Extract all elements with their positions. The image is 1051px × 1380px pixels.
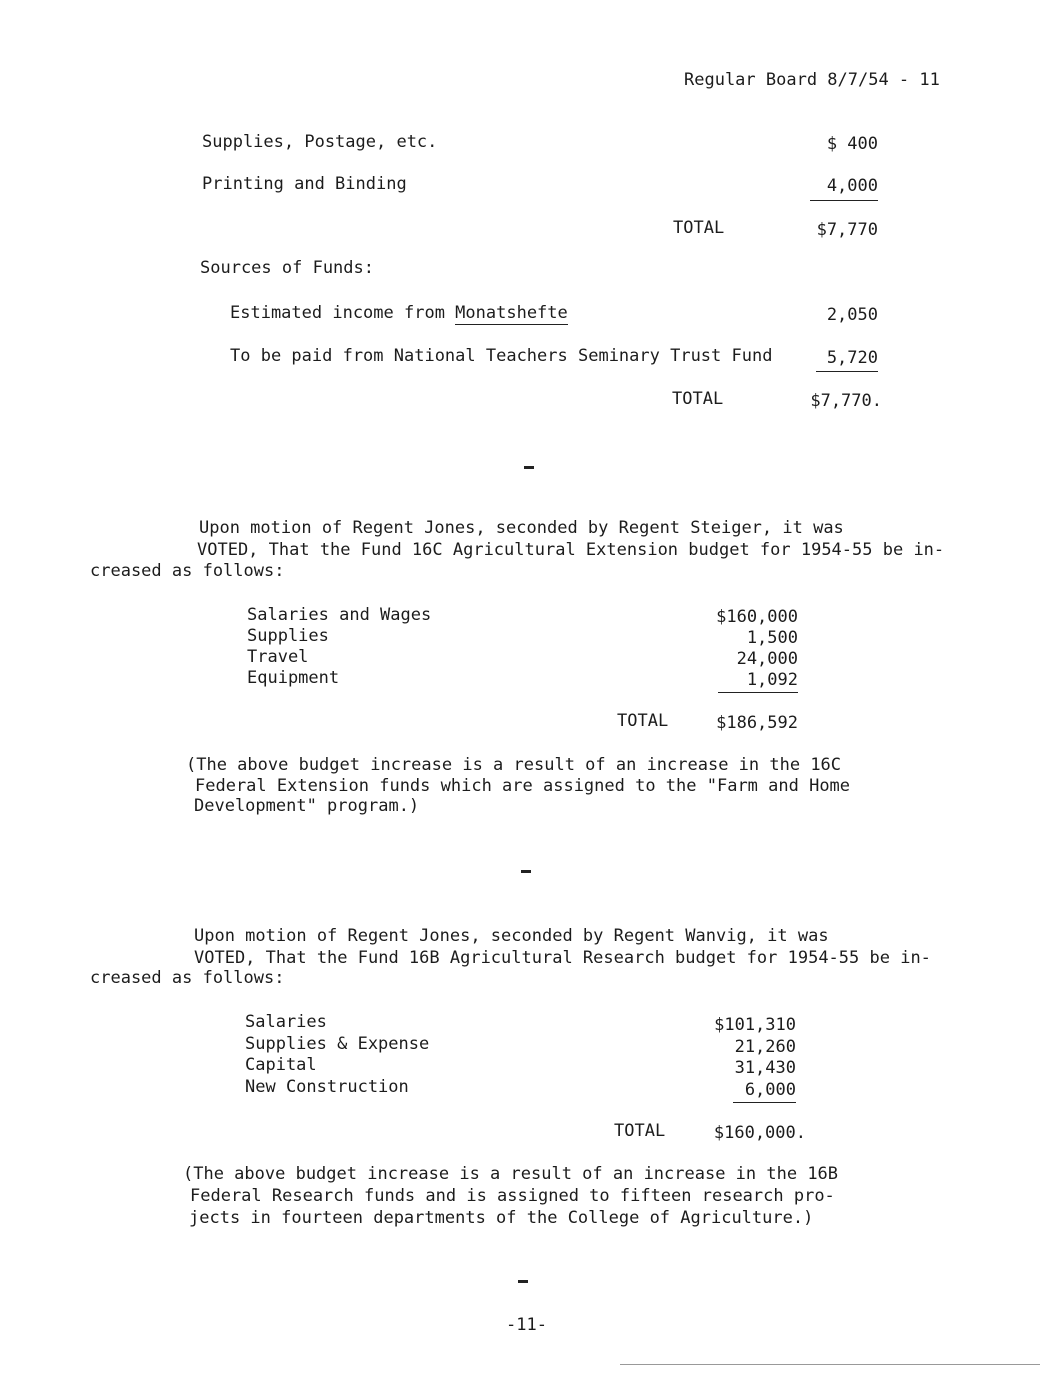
income-source: Monatshefte bbox=[455, 303, 568, 323]
note-line: Development" program.) bbox=[194, 796, 420, 816]
section-divider bbox=[524, 466, 534, 469]
total-amount: $186,592 bbox=[716, 713, 798, 733]
total-label: TOTAL bbox=[614, 1121, 666, 1141]
line-item-amount: 24,000 bbox=[736, 649, 798, 669]
total-amount: $7,770 bbox=[816, 220, 878, 240]
subtotal-rule bbox=[816, 371, 878, 372]
income-line bbox=[230, 303, 568, 323]
total-label: TOTAL bbox=[672, 389, 724, 409]
line-item-label: Salaries bbox=[245, 1012, 327, 1032]
income-amount: 2,050 bbox=[826, 305, 878, 325]
scan-edge-line bbox=[620, 1364, 1040, 1365]
motion-line: creased as follows: bbox=[90, 561, 285, 581]
trust-label: To be paid from National Teachers Seminary Trust Fund bbox=[230, 346, 773, 366]
line-item-amount: 21,260 bbox=[734, 1037, 796, 1057]
budget-item-label: Supplies, Postage, etc. bbox=[202, 132, 438, 152]
line-item-amount: 31,430 bbox=[734, 1058, 796, 1078]
line-item-label: Equipment bbox=[247, 668, 340, 688]
section-divider bbox=[518, 1280, 528, 1283]
subtotal-rule bbox=[718, 692, 798, 693]
total-label: TOTAL bbox=[617, 711, 669, 731]
line-item-amount: 1,500 bbox=[746, 628, 798, 648]
motion-line: creased as follows: bbox=[90, 968, 285, 988]
motion-line: Upon motion of Regent Jones, seconded by Regent Steiger, it was bbox=[199, 518, 844, 538]
line-item-label: Travel bbox=[247, 647, 309, 667]
subtotal-rule bbox=[733, 1102, 796, 1103]
page-number: -11- bbox=[506, 1315, 547, 1335]
section-divider bbox=[521, 870, 531, 873]
note-line: Federal Extension funds which are assigned to the "Farm and Home bbox=[195, 776, 851, 796]
note-line: (The above budget increase is a result of an increase in the 16C bbox=[186, 755, 842, 775]
motion-line: VOTED, That the Fund 16C Agricultural Extension budget for 1954-55 be in- bbox=[197, 540, 945, 560]
total-label: TOTAL bbox=[673, 218, 725, 238]
total-amount: $7,770. bbox=[810, 391, 882, 411]
page-header: Regular Board 8/7/54 - 11 bbox=[684, 70, 940, 90]
total-amount: $160,000. bbox=[713, 1123, 806, 1143]
line-item-label: Supplies & Expense bbox=[245, 1034, 430, 1054]
budget-item-amount: $ 400 bbox=[826, 134, 878, 154]
motion-line: Upon motion of Regent Jones, seconded by Regent Wanvig, it was bbox=[194, 926, 829, 946]
note-line: jects in fourteen departments of the College of Agriculture.) bbox=[189, 1208, 814, 1228]
trust-amount: 5,720 bbox=[826, 348, 878, 368]
line-item-label: Capital bbox=[245, 1055, 317, 1075]
line-item-amount: $160,000 bbox=[716, 607, 798, 627]
line-item-amount: 6,000 bbox=[744, 1080, 796, 1100]
line-item-amount: 1,092 bbox=[746, 670, 798, 690]
sources-heading: Sources of Funds: bbox=[200, 258, 374, 278]
note-line: Federal Research funds and is assigned to fifteen research pro- bbox=[190, 1186, 835, 1206]
subtotal-rule bbox=[810, 200, 878, 201]
line-item-label: New Construction bbox=[245, 1077, 409, 1097]
income-prefix: Estimated income from bbox=[230, 303, 456, 323]
line-item-label: Supplies bbox=[247, 626, 329, 646]
line-item-amount: $101,310 bbox=[714, 1015, 796, 1035]
note-line: (The above budget increase is a result of an increase in the 16B bbox=[183, 1164, 839, 1184]
budget-item-label: Printing and Binding bbox=[202, 174, 407, 194]
motion-line: VOTED, That the Fund 16B Agricultural Research budget for 1954-55 be in- bbox=[194, 948, 931, 968]
line-item-label: Salaries and Wages bbox=[247, 605, 432, 625]
budget-item-amount: 4,000 bbox=[826, 176, 878, 196]
